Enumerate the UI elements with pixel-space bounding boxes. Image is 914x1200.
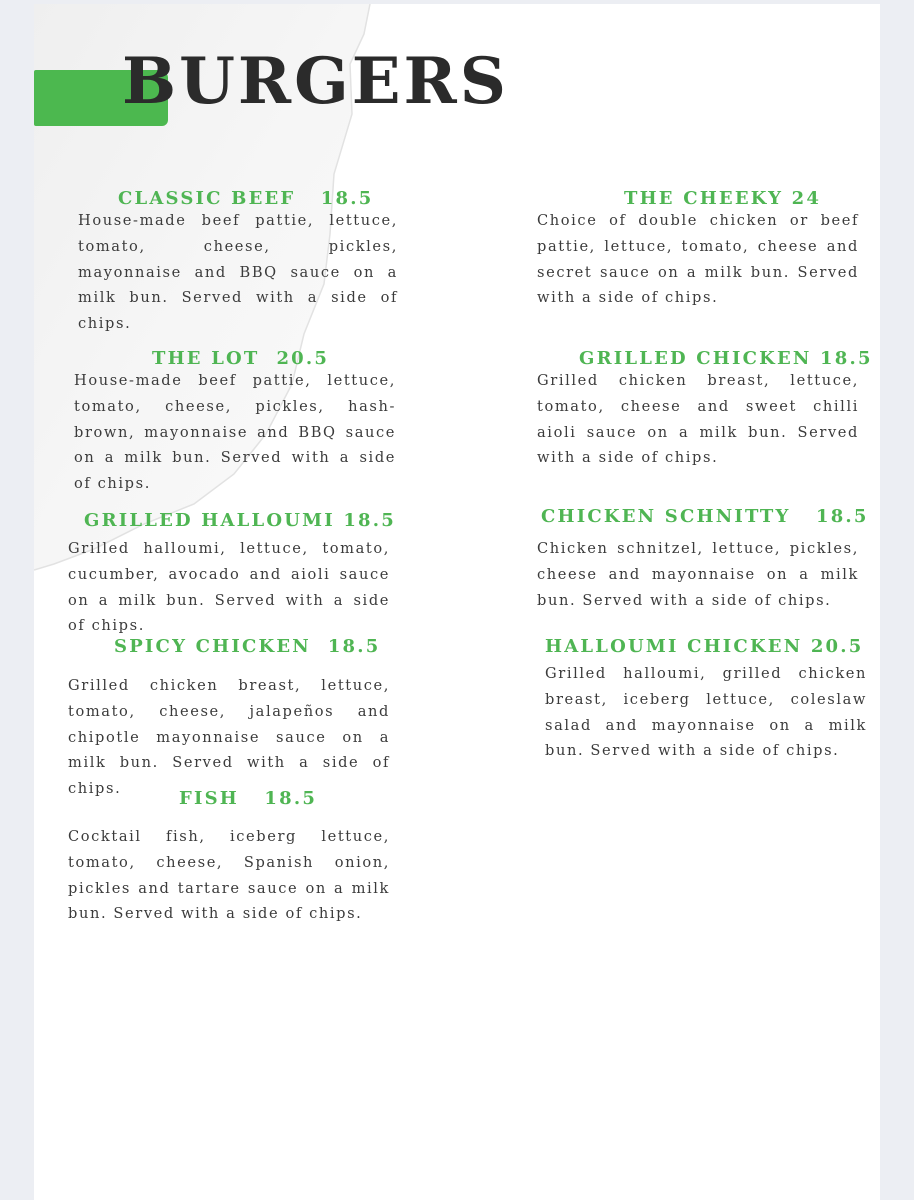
- item-description: Grilled halloumi, grilled chicken breast, iceberg lettuce, coleslaw salad and mayonnaise on a milk bun. Served with a side of chips.: [545, 665, 867, 760]
- item-description: Cocktail fish, iceberg lettuce, tomato, cheese, Spanish onion, pickles and tartare sauce on a milk bun. Served with a side of chips.: [68, 828, 390, 923]
- menu-title: BURGERS: [122, 44, 509, 119]
- item-description: House-made beef pattie, lettuce, tomato, cheese, pickles, hash-brown, mayonnaise and BBQ sauce on a milk bun. Served with a side of chips.: [74, 372, 396, 493]
- item-description: Grilled halloumi, lettuce, tomato, cucumber, avocado and aioli sauce on a milk bun. Served with a side of chips.: [68, 540, 390, 635]
- item-name: HALLOUMI CHICKEN 20.5: [545, 636, 864, 657]
- item-name: THE LOT 20.5: [152, 348, 330, 369]
- item-description: House-made beef pattie, lettuce, tomato, cheese, pickles, mayonnaise and BBQ sauce on a milk bun. Served with a side of chips.: [78, 212, 398, 333]
- item-name: GRILLED CHICKEN 18.5: [579, 348, 873, 369]
- item-name: SPICY CHICKEN 18.5: [114, 636, 381, 657]
- item-description: Choice of double chicken or beef pattie, lettuce, tomato, cheese and secret sauce on a milk bun. Served with a side of chips.: [537, 212, 859, 307]
- item-description: Chicken schnitzel, lettuce, pickles, cheese and mayonnaise on a milk bun. Served with a side of chips.: [537, 540, 859, 609]
- menu-page: [34, 4, 880, 1200]
- item-name: THE CHEEKY 24: [624, 188, 822, 209]
- item-description: Grilled chicken breast, lettuce, tomato, cheese and sweet chilli aioli sauce on a milk bun. Served with a side of chips.: [537, 372, 859, 467]
- item-name: CLASSIC BEEF 18.5: [118, 188, 374, 209]
- item-name: CHICKEN SCHNITTY 18.5: [541, 506, 869, 527]
- item-name: FISH 18.5: [179, 788, 318, 809]
- item-description: Grilled chicken breast, lettuce, tomato, cheese, jalapeños and chipotle mayonnaise sauce on a milk bun. Served with a side of chips.: [68, 677, 390, 798]
- item-name: GRILLED HALLOUMI 18.5: [84, 510, 396, 531]
